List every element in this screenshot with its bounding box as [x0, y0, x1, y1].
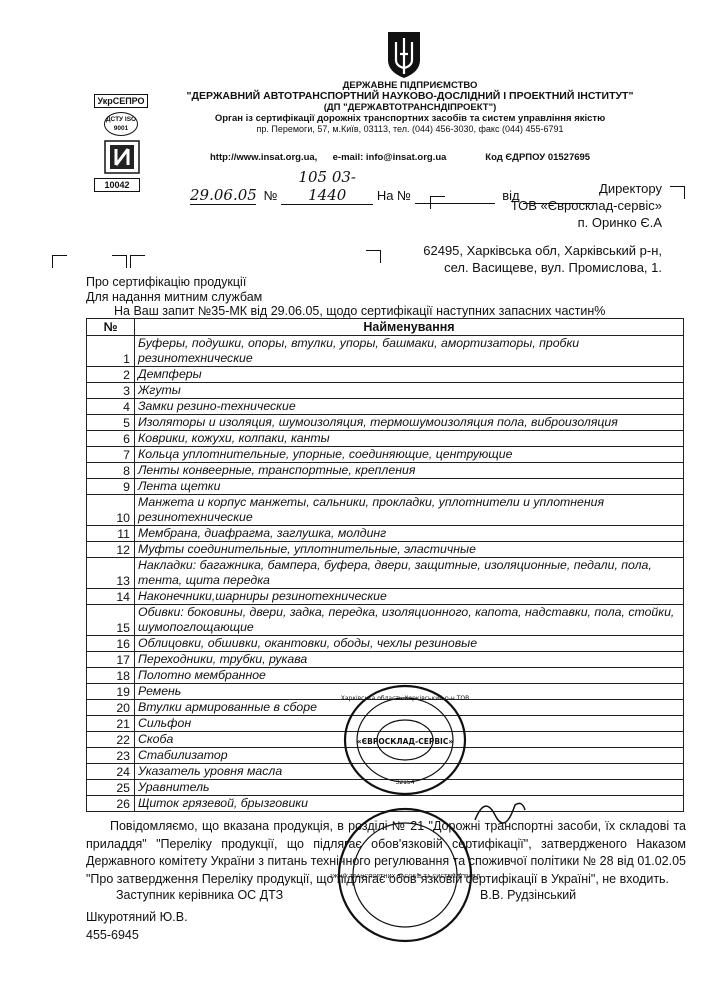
email-link[interactable]: e-mail: info@insat.org.ua — [332, 152, 447, 163]
table-row — [87, 479, 684, 495]
in-reply-label: На № — [376, 188, 412, 203]
table-row — [87, 399, 684, 415]
contacts-line — [210, 152, 630, 163]
row-name: Замки резино-технические — [135, 399, 684, 415]
table-row — [87, 383, 684, 399]
row-name: Обивки: боковины, двери, задка, передка, изоляционного, капота, надставки, пола, стойки, шумопоглощающие — [135, 605, 684, 636]
request-intro: На Ваш запит №35-МК від 29.06.05, щодо сертифікації наступних запасних частин% — [114, 304, 606, 318]
row-number: 17 — [87, 652, 135, 668]
row-number: 1 — [87, 336, 135, 367]
address-line-1: 62495, Харківська обл, Харківський р-н, — [423, 243, 662, 258]
row-name: Щиток грязевой, брызговики — [135, 796, 684, 812]
table-row — [87, 415, 684, 431]
column-header-number: № — [87, 319, 135, 336]
row-number: 13 — [87, 558, 135, 589]
cert-code-box: 10042 — [94, 178, 140, 192]
website-link[interactable]: http://www.insat.org.ua, — [210, 152, 318, 163]
row-number: 16 — [87, 636, 135, 652]
subject-line-2: Для надання митним службам — [86, 290, 263, 304]
row-number: 23 — [87, 748, 135, 764]
row-number: 12 — [87, 542, 135, 558]
row-name: Муфты соединительные, уплотнительные, эластичные — [135, 542, 684, 558]
table-row — [87, 652, 684, 668]
row-name: Указатель уровня масла — [135, 764, 684, 780]
row-name: Сильфон — [135, 716, 684, 732]
row-number: 24 — [87, 764, 135, 780]
row-name: Коврики, кожухи, колпаки, канты — [135, 431, 684, 447]
row-name: Жгуты — [135, 383, 684, 399]
row-number: 3 — [87, 383, 135, 399]
table-row — [87, 558, 684, 589]
table-row — [87, 605, 684, 636]
table-row — [87, 431, 684, 447]
performer-block — [86, 908, 188, 944]
row-name: Облицовки, обшивки, окантовки, ободы, чехлы резиновые — [135, 636, 684, 652]
row-name: Мембрана, диафрагма, заглушка, молдинг — [135, 526, 684, 542]
notice-paragraph — [86, 818, 686, 888]
table-row — [87, 526, 684, 542]
letterhead-certification-body: Орган із сертифікації дорожніх транспортних засобів та систем управління якістю — [214, 113, 606, 124]
row-name: Уравнитель — [135, 780, 684, 796]
row-name: Манжета и корпус манжеты, сальники, прокладки, уплотнители и уплотнения резинотехнические — [135, 495, 684, 526]
corner-mark — [670, 186, 685, 199]
row-name: Кольца уплотнительные, упорные, соединяющие, центрующие — [135, 447, 684, 463]
row-number: 19 — [87, 684, 135, 700]
addressee-block — [420, 180, 662, 231]
seal-code: 32154 — [395, 779, 415, 786]
table-row — [87, 542, 684, 558]
row-name: Изоляторы и изоляция, шумоизоляция, термошумоизоляция пола, виброизоляция — [135, 415, 684, 431]
row-number: 20 — [87, 700, 135, 716]
subject-line-1: Про сертифікацію продукції — [86, 275, 247, 289]
address-line-2: сел. Васищеве, вул. Промислова, 1. — [444, 260, 662, 275]
number-label: № — [263, 188, 278, 203]
row-name: Втулки армированные в сборе — [135, 700, 684, 716]
performer-name: Шкуротяний Ю.В. — [86, 910, 188, 924]
row-name: Лента щетки — [135, 479, 684, 495]
table-row — [87, 336, 684, 367]
vid-label: від — [502, 188, 520, 203]
row-name: Ремень — [135, 684, 684, 700]
dstu-label: ДСТУ ISO 9001 — [105, 116, 137, 132]
table-row — [87, 636, 684, 652]
signer-title: Заступник керівника ОС ДТЗ — [116, 888, 284, 902]
row-number: 5 — [87, 415, 135, 431]
corner-mark — [52, 255, 67, 268]
row-number: 7 — [87, 447, 135, 463]
row-number: 15 — [87, 605, 135, 636]
ukrsepro-mark: УкрСЕПРО — [94, 94, 148, 108]
corner-mark — [130, 255, 145, 268]
table-row — [87, 463, 684, 479]
outgoing-number: 105 03-1440 — [281, 168, 373, 205]
notice-text: Повідомляємо, що вказана продукція, в розділі № 21 "Дорожні транспортні засоби, їх складові та приладдя" "Переліку продукції, що підлягає обов'язковій сертифікації", затвердженого Наказом Державного комітету України з питань технічного регулювання та споживчої політики № 28 від 01.02.05 "Про затвердження Переліку продукції, що підлягає обов`язковій сертифікації в Україні", не входить. — [86, 819, 686, 886]
edrpou-code: Код ЄДРПОУ 01527695 — [485, 152, 591, 163]
row-number: 10 — [87, 495, 135, 526]
row-number: 18 — [87, 668, 135, 684]
subject-block — [86, 275, 262, 305]
table-row — [87, 447, 684, 463]
row-name: Накладки: багажника, бампера, буфера, двери, защитные, изоляционные, педали, пола, тента, щита передка — [135, 558, 684, 589]
addressee-position: Директору — [599, 181, 662, 196]
letterhead-line-1: ДЕРЖАВНЕ ПІДПРИЄМСТВО — [342, 80, 478, 91]
seal-outer-text: Харківська область Харківський р-н ТОВ — [340, 695, 470, 702]
row-name: Стабилизатор — [135, 748, 684, 764]
row-name: Переходники, трубки, рукава — [135, 652, 684, 668]
addressee-address — [350, 242, 662, 276]
table-row — [87, 589, 684, 605]
column-header-name: Найменування — [135, 319, 684, 336]
row-name: Демпферы — [135, 367, 684, 383]
row-number: 2 — [87, 367, 135, 383]
row-number: 26 — [87, 796, 135, 812]
table-row — [87, 495, 684, 526]
outgoing-date: 29.06.05 — [190, 186, 257, 204]
letterhead-short-name: (ДП "ДЕРЖАВТОТРАНСНДІПРОЕКТ") — [323, 102, 497, 113]
row-number: 21 — [87, 716, 135, 732]
table-row — [87, 367, 684, 383]
seal2-text: ОЖНІХ ТРАНСПОРТНИХ ЗАСОБІВ ТА СИСТЕМ УПРАВЛ — [330, 874, 480, 880]
row-name: Скоба — [135, 732, 684, 748]
corner-mark — [112, 255, 127, 268]
letterhead-address: пр. Перемоги, 57, м.Київ, 03113, тел. (044) 456-3030, факс (044) 455-6791 — [256, 124, 564, 134]
row-number: 9 — [87, 479, 135, 495]
row-number: 22 — [87, 732, 135, 748]
row-number: 14 — [87, 589, 135, 605]
coat-of-arms-icon — [384, 30, 424, 80]
row-number: 6 — [87, 431, 135, 447]
row-name: Полотно мембранное — [135, 668, 684, 684]
row-number: 4 — [87, 399, 135, 415]
row-name: Буферы, подушки, опоры, втулки, упоры, башмаки, амортизаторы, пробки резинотехнические — [135, 336, 684, 367]
row-number: 11 — [87, 526, 135, 542]
seal-center-text: «ЄВРОСКЛАД-СЕРВІС» — [356, 737, 454, 746]
row-name: Ленты конвеерные, транспортные, крепления — [135, 463, 684, 479]
signer-name: В.В. Рудзінський — [480, 888, 577, 902]
row-name: Наконечники,шарниры резинотехнические — [135, 589, 684, 605]
addressee-person: п. Оринко Є.А — [577, 215, 662, 230]
row-number: 25 — [87, 780, 135, 796]
company-seal — [340, 680, 470, 800]
letterhead-institute-name: "ДЕРЖАВНИЙ АВТОТРАНСПОРТНИЙ НАУКОВО-ДОСЛІДНИЙ І ПРОЕКТНИЙ ІНСТИТУТ" — [186, 90, 634, 102]
dstu-iso-badge — [104, 112, 138, 136]
addressee-company: ТОВ «Євросклад-сервіс» — [510, 198, 662, 213]
letterhead — [170, 80, 650, 135]
row-number: 8 — [87, 463, 135, 479]
certification-logo-icon — [104, 140, 140, 174]
performer-phone: 455-6945 — [86, 928, 139, 942]
